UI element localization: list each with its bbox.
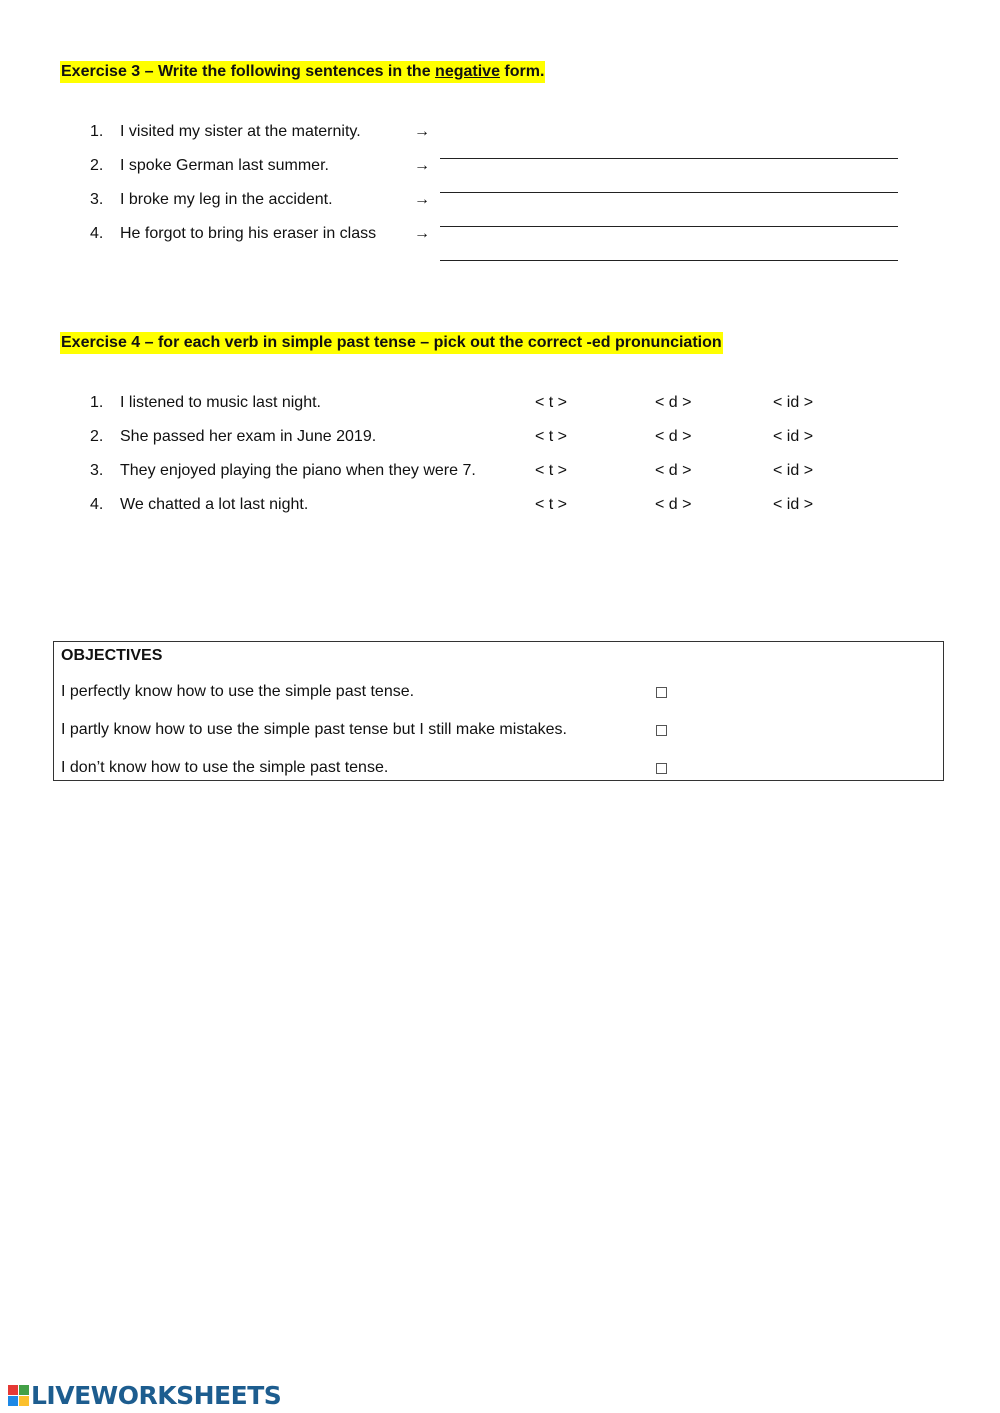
objective-checkbox-partly[interactable]: [656, 725, 667, 736]
exercise-4-item: [0, 391, 1000, 415]
exercise-3-item: [0, 188, 1000, 212]
exercise-3-item: [0, 154, 1000, 178]
option-d[interactable]: < d >: [655, 428, 692, 445]
logo-tile: [8, 1396, 18, 1406]
item-sentence: I listened to music last night.: [120, 394, 321, 411]
logo-blocks-icon: [8, 1385, 29, 1406]
arrow-right-icon: →: [414, 225, 430, 242]
objective-row-dont-know: [61, 757, 388, 779]
logo-tile: [19, 1396, 29, 1406]
item-sentence: I broke my leg in the accident.: [120, 191, 333, 208]
objectives-title: OBJECTIVES: [61, 647, 163, 664]
arrow-right-icon: →: [414, 191, 430, 208]
item-number: 2.: [90, 157, 104, 174]
objective-row-partly: [61, 719, 567, 741]
exercise-3-heading-suffix: form.: [499, 63, 545, 80]
arrow-right-icon: →: [414, 123, 430, 140]
item-number: 4.: [90, 225, 104, 242]
item-number: 3.: [90, 191, 104, 208]
exercise-3-heading-emphasis: negative: [435, 63, 500, 80]
exercise-4-heading: Exercise 4 – for each verb in simple past tense – pick out the correct -ed pronunciation: [60, 332, 723, 354]
item-sentence: She passed her exam in June 2019.: [120, 428, 377, 445]
answer-input[interactable]: [440, 238, 898, 261]
logo-tile: [8, 1385, 18, 1395]
option-t[interactable]: < t >: [535, 428, 568, 445]
exercise-4-item: [0, 493, 1000, 517]
item-number: 1.: [90, 394, 104, 411]
logo-text: LIVEWORKSHEETS: [31, 1380, 282, 1410]
objective-text: I don’t know how to use the simple past tense.: [61, 759, 389, 776]
logo-tile: [19, 1385, 29, 1395]
item-sentence: I spoke German last summer.: [120, 157, 329, 174]
item-number: 3.: [90, 462, 104, 479]
objective-text: I partly know how to use the simple past tense but I still make mistakes.: [61, 721, 567, 738]
exercise-3-heading-prefix: Exercise 3 – Write the following sentences in the: [61, 63, 436, 80]
exercise-3-heading: [60, 61, 545, 83]
exercise-4-item: [0, 425, 1000, 449]
item-sentence: He forgot to bring his eraser in class: [120, 225, 377, 242]
option-id[interactable]: < id >: [773, 496, 814, 513]
objectives-table: [53, 641, 944, 781]
objective-row-perfect: [61, 681, 414, 703]
liveworksheets-logo: [8, 1381, 281, 1409]
option-d[interactable]: < d >: [655, 462, 692, 479]
exercise-4-item: [0, 459, 1000, 483]
option-t[interactable]: < t >: [535, 496, 568, 513]
objective-text: I perfectly know how to use the simple past tense.: [61, 683, 415, 700]
item-sentence: I visited my sister at the maternity.: [120, 123, 361, 140]
item-number: 2.: [90, 428, 104, 445]
exercise-3-item: [0, 222, 1000, 246]
option-id[interactable]: < id >: [773, 428, 814, 445]
option-t[interactable]: < t >: [535, 394, 568, 411]
option-t[interactable]: < t >: [535, 462, 568, 479]
objective-checkbox-dont-know[interactable]: [656, 763, 667, 774]
item-number: 4.: [90, 496, 104, 513]
option-id[interactable]: < id >: [773, 394, 814, 411]
option-d[interactable]: < d >: [655, 496, 692, 513]
item-sentence: They enjoyed playing the piano when they were 7.: [120, 462, 476, 479]
option-id[interactable]: < id >: [773, 462, 814, 479]
objective-checkbox-perfect[interactable]: [656, 687, 667, 698]
exercise-3-item: [0, 120, 1000, 144]
item-number: 1.: [90, 123, 104, 140]
option-d[interactable]: < d >: [655, 394, 692, 411]
arrow-right-icon: →: [414, 157, 430, 174]
item-sentence: We chatted a lot last night.: [120, 496, 309, 513]
